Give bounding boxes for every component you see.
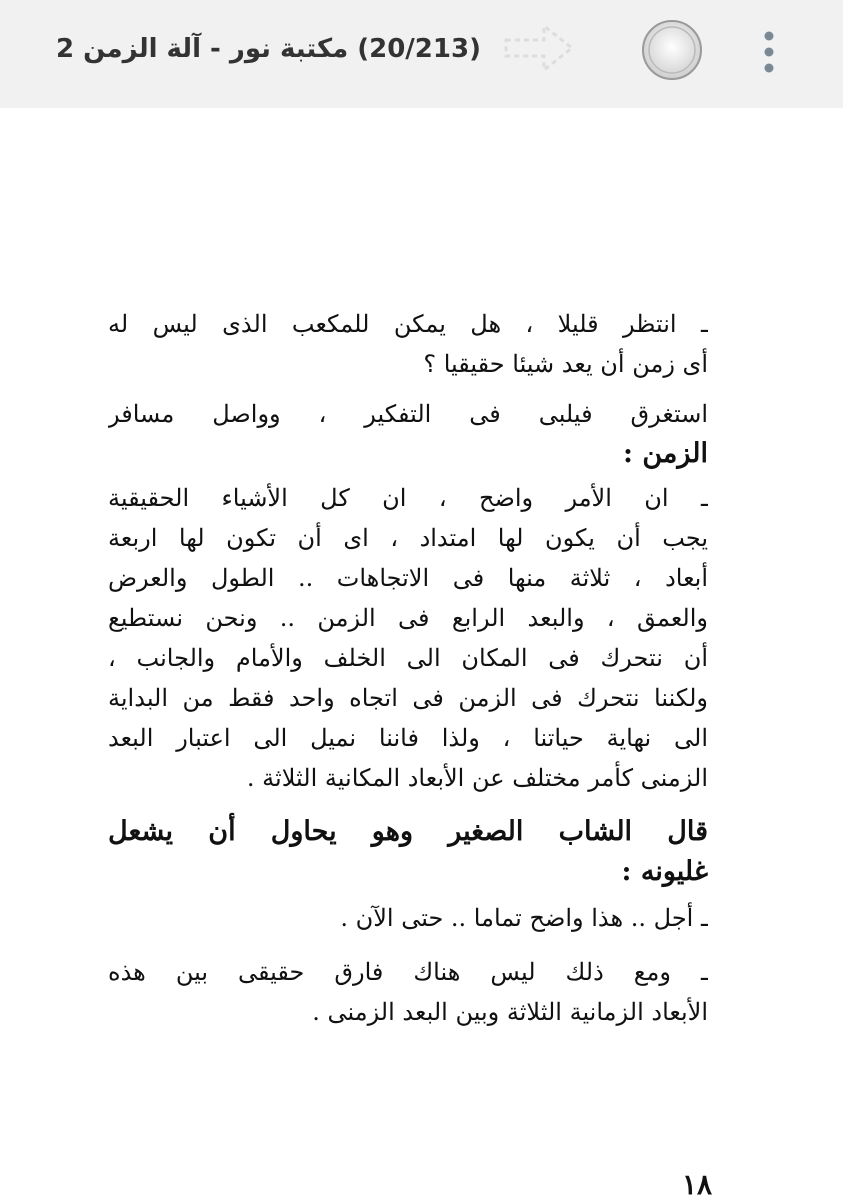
more-vertical-icon [754, 28, 784, 76]
text-line: الزمنى كأمر مختلف عن الأبعاد المكانية الثلاثة . [246, 764, 708, 792]
text-line: أى زمن أن يعد شيئا حقيقيا ؟ [423, 350, 708, 378]
paragraph [108, 898, 708, 938]
text-line: الأبعاد الزمانية الثلاثة وبين البعد الزمنى . [312, 998, 708, 1026]
text-line: أبعاد ، ثلاثة منها فى الاتجاهات .. الطول والعرض [108, 564, 708, 592]
text-line: ـ انتظر قليلا ، هل يمكن للمكعب الذى ليس له [108, 310, 708, 338]
document-title: (20/213) مكتبة نور - آلة الزمن 2 [56, 34, 481, 64]
text-line: يجب أن يكون لها امتداد ، اى أن تكون لها اربعة [108, 524, 708, 552]
text-line: ـ ومع ذلك ليس هناك فارق حقيقى بين هذه [108, 958, 708, 986]
text-line: ـ أجل .. هذا واضح تماما .. حتى الآن . [340, 904, 708, 932]
paragraph [108, 952, 708, 1032]
text-line: الزمن : [622, 438, 708, 469]
paragraph [108, 394, 708, 474]
text-line: أن نتحرك فى المكان الى الخلف والأمام والجانب ، [108, 644, 708, 672]
moon-icon [640, 18, 704, 82]
text-line: قال الشاب الصغير وهو يحاول أن يشعل [108, 816, 708, 847]
paragraph [108, 812, 708, 892]
paragraph [108, 478, 708, 798]
text-line: ـ ان الأمر واضح ، ان كل الأشياء الحقيقية [108, 484, 708, 512]
night-mode-button[interactable] [640, 18, 704, 82]
text-line: استغرق فيلبى فى التفكير ، وواصل مسافر [108, 400, 708, 428]
text-line: والعمق ، والبعد الرابع فى الزمن .. ونحن نستطيع [108, 604, 708, 632]
overflow-menu-button[interactable] [754, 28, 784, 76]
book-page [0, 108, 843, 1200]
text-line: الى نهاية حياتنا ، ولذا فاننا نميل الى اعتبار البعد [108, 724, 708, 752]
page-number: ١٨ [682, 1168, 713, 1201]
share-button[interactable] [498, 18, 578, 78]
text-line: غليونه : [621, 856, 708, 887]
text-line: ولكننا نتحرك فى الزمن فى اتجاه واحد فقط من البداية [108, 684, 708, 712]
app-toolbar [0, 0, 843, 108]
paragraph [108, 304, 708, 384]
share-icon [498, 18, 578, 78]
